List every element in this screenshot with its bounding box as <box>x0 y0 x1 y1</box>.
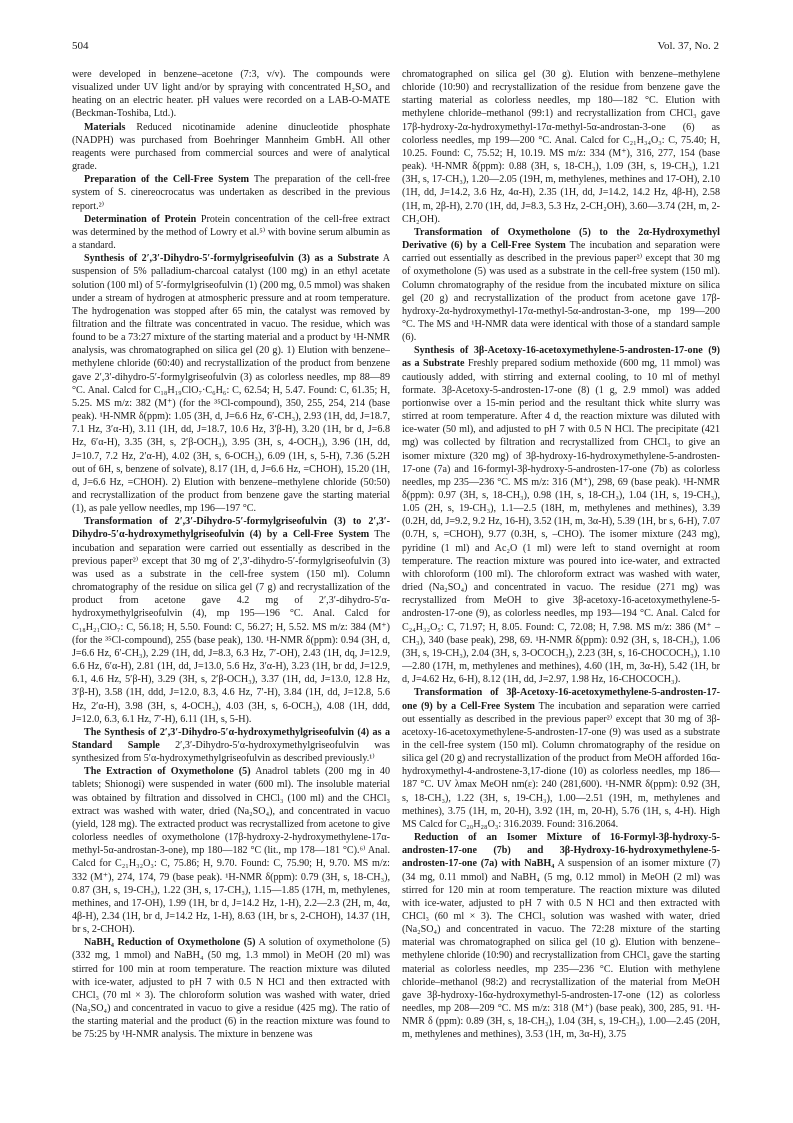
paragraph-intro: were developed in benzene–acetone (7:3, v/v). The compounds were visualized under UV light and/or by spraying with concentrated H₂SO₄ and heating on an electric heater. pH values were recorded on a LAB-O-MATE (Beckman-Toshiba, Ltd.). <box>72 69 390 120</box>
section-heading: The Synthesis of 2′,3′-Dihydro-5′α-hydroxymethylgriseofulvin (4) as a Standard Sample <box>72 726 390 751</box>
paragraph-transformation-3: Transformation of 2′,3′-Dihydro-5′-formylgriseofulvin (3) to 2′,3′-Dihydro-5′α-hydroxymethylgriseofulvin (4) by a Cell-Free System The incubation and separation were carried out essentially as described in the previous paper²⁾ except that 30 mg of 2′,3′-dihydro-5′-formylgriseofulvin (3) was used as a substrate in the cell-free system (150 ml). Column chromatography of the residue on silica gel (7 g) and recrystallization of the product from acetone gave 4.2 mg of 2′,3′-dihydro-5′α-hydroxymethylgriseofulvin (4), mp 195—196 °C. Anal. Calcd for C₁₈H₂₁ClO₇: C, 56.18; H, 5.50. Found: C, 56.27; H, 5.52. MS m/z: 384 (M⁺) (for the ³⁵Cl-compound), 255 (base peak), 130. ¹H-NMR δ(ppm): 0.94 (3H, d, J=6.6 Hz, 6′-CH₃), 2.29 (1H, dd, J=8.3, 6.3 Hz, 7′-OH), 2.43 (1H, dq, J=12.9, 6.6 Hz, 6′α-H), 2.81 (1H, dd, J=13.0, 5.6 Hz, 3′α-H), 3.23 (1H, br dd, J=12.9, 6.1, 4.6 Hz, 5′β-H), 3.29 (3H, s, 2′β-OCH₃), 3.37 (1H, dd, J=13.0, 12.8 Hz, 3′β-H), 3.58 (1H, ddd, J=12.0, 8.3, 4.6 Hz, 7′-H), 3.84 (1H, dd, J=12.8, 5.6 Hz, 2′α-H), 3.98 (3H, s, 4-OCH₃), 4.03 (3H, s, 6-OCH₃), 4.08 (1H, ddd, J=12.0, 6.3, 6.1 Hz, 7′-H), 6.11 (1H, s, 5-H). <box>72 516 390 725</box>
section-heading: Synthesis of 3β-Acetoxy-16-acetoxymethylene-5-androsten-17-one (9) as a Substrate <box>402 345 720 370</box>
right-column <box>402 68 720 1083</box>
page-number: 504 <box>72 40 89 52</box>
section-heading: The Extraction of Oxymetholone (5) <box>84 766 251 778</box>
paragraph-reduction-isomer: Reduction of an Isomer Mixture of 16-Formyl-3β-hydroxy-5-androsten-17-one (7b) and 3β-Hydroxy-16-hydroxymethylene-5-androsten-17-one (7a) with NaBH₄ A suspension of an isomer mixture (7) (34 mg, 0.11 mmol) and NaBH₄ (5 mg, 0.12 mmol) in MeOH (2 ml) was stirred for 120 min at room temperature. The reaction mixture was diluted with ice-water, adjusted to pH 7 with 0.5 N HCl and then extracted with CHCl₃ (60 ml × 3). The CHCl₃ solution was washed with water, dried (Na₂SO₄) and concentrated in vacuo. The 72:28 mixture of the starting material was chromatographed on silica gel (10 g). Elution with benzene–methylene chloride (10:90) and recrystallization from CHCl₃ gave the starting material as colorless needles, mp 235—236 °C. Elution with methylene chloride–methanol (98:2) and recrystallization of the material from MeOH gave 3β-hydroxy-16α-hydroxymethyl-5-androsten-17-one (12) as colorless needles, mp 208—209 °C. MS m/z: 318 (M⁺) (base peak), 300, 285, 91. ¹H-NMR δ (ppm): 0.89 (3H, s, 18-CH₃), 1.04 (3H, s, 19-CH₃), 1.00—2.45 (20H, m, methylenes and methines), 3.53 (1H, m, 3α-H), 3.75 <box>402 832 720 1041</box>
paragraph-synthesis-3: Synthesis of 2′,3′-Dihydro-5′-formylgriseofulvin (3) as a Substrate A suspension of 5% palladium-charcoal catalyst (100 mg) in an ethyl acetate solution (100 ml) of 5′-formylgriseofulvin (1) (200 mg, 0.5 mmol) was shaken under a stream of hydrogen at atmospheric pressure and at room temperature. The hydrogenation was stopped after 65 min, the catalyst was removed by filtration and the filtrate was concentrated in vacuo. The residue, which was found to be a 73:27 mixture of the starting material and a product by ¹H-NMR analysis, was chromatographed on silica gel (20 g). 1) Elution with benzene–methylene chloride (60:40) and recrystallization of the product from benzene gave 2′,3′-dihydro-5′-formylgriseofulvin (3) as colorless needles, mp 88—89 °C. Anal. Calcd for C₁₈H₁₉ClO₇·C₆H₆: C, 62.54; H, 5.47. Found: C, 61.35; H, 5.25. MS m/z: 382 (M⁺) (for the ³⁵Cl-compound), 350, 255, 254, 214 (base peak). ¹H-NMR δ(ppm): 1.05 (3H, d, J=6.6 Hz, 6′-CH₃), 2.93 (1H, dd, J=18.7, 7.1 Hz, 3′α-H), 3.11 (1H, dd, J=18.7, 10.6 Hz, 3′β-H), 3.20 (1H, br d, J=6.8 Hz, 6′α-H), 3.35 (3H, s, 2′β-OCH₃), 3.95 (3H, s, 4-OCH₃), 3.96 (1H, dd, J=10.7, 7.2 Hz, 2′α-H), 4.02 (3H, s, 6-OCH₃), 6.09 (1H, s, 5-H), 7.36 (5.2H out of 6H, s, benzene of solvate), 8.17 (1H, d, J=6.6 Hz, =CHOH), 15.20 (1H, d, J=6.6 Hz, =CHOH). 2) Elution with benzene–methylene chloride (50:50) and recrystallization of the product from benzene gave the starting material (1), as pale yellow needles, mp 196—197 °C. <box>72 253 390 515</box>
section-heading: Determination of Protein <box>84 213 197 225</box>
paragraph-nabh4-reduction: NaBH₄ Reduction of Oxymetholone (5) A solution of oxymetholone (5) (332 mg, 1 mmol) and NaBH₄ (50 mg, 1.3 mmol) in MeOH (20 ml) was stirred for 100 min at room temperature. The reaction mixture was diluted with ice-water, adjusted to pH 7 with 0.5 N HCl and then extracted with CHCl₃ (70 ml × 3). The chloroform solution was washed with water, dried (Na₂SO₄) and concentrated in vacuo to give a residue (425 mg). The ratio of the starting material and the product (6) in the reaction mixture was found to be 75:25 by ¹H-NMR analysis. The mixture in benzene was <box>72 937 390 1041</box>
section-heading: Reduction of an Isomer Mixture of 16-Formyl-3β-hydroxy-5-androsten-17-one (7b) and 3β-Hydroxy-16-hydroxymethylene-5-androsten-17-one (7a) with NaBH₄ <box>402 832 720 870</box>
section-heading: Synthesis of 2′,3′-Dihydro-5′-formylgriseofulvin (3) as a Substrate <box>84 253 379 265</box>
section-heading: Materials <box>84 121 126 133</box>
paragraph-standard-4: The Synthesis of 2′,3′-Dihydro-5′α-hydroxymethylgriseofulvin (4) as a Standard Sample 2′,3′-Dihydro-5′α-hydroxymethylgriseofulvin was synthesized from 5′α-hydroxymethylgriseofulvin as described previously.¹⁾ <box>72 726 390 765</box>
section-heading: NaBH₄ Reduction of Oxymetholone (5) <box>84 937 256 949</box>
paragraph-extraction-5: The Extraction of Oxymetholone (5) Anadrol tablets (200 mg in 40 tablets; Shionogi) were suspended in water (600 ml). The insoluble material was obtained by filtration and dissolved in CHCl₃ (100 ml) and the CHCl₃ extract was washed with water, dried (Na₂SO₄), and concentrated in vacuo (yield, 128 mg). The extracted product was recrystallized from acetone to give colorless needles of oxymetholone (17β-hydroxy-2-hydroxymethylene-17α-methyl-5α-androstan-3-one), mp 180—182 °C (lit., mp 178—181 °C).⁶⁾ Anal. Calcd for C₂₁H₃₂O₃: C, 75.86; H, 9.70. Found: C, 75.90; H, 9.70. MS m/z: 332 (M⁺), 274, 174, 79 (base peak). ¹H-NMR δ(ppm): 0.79 (3H, s, 18-CH₃), 0.87 (3H, s, 19-CH₃), 1.22 (3H, s, 17-CH₃), 1.15—1.85 (17H, m, methylenes, methines, and 17-OH), 1.99 (1H, br d, J=14.2 Hz, 1-H), 2.2—2.3 (2H, m, 4α, 4β-H), 2.34 (1H, br d, J=14.2 Hz, 1-H), 8.63 (1H, br s, 2-CHOH), 14.37 (1H, br s, 2-CHOH). <box>72 766 390 936</box>
paragraph-transformation-5: Transformation of Oxymetholone (5) to the 2α-Hydroxymethyl Derivative (6) by a Cell-Free System The incubation and separation were carried out essentially as described in the previous paper²⁾ except that 30 mg of oxymetholone (5) was used as a substrate in the cell-free system (150 ml). Column chromatography of the residue from the incubated mixture on silica gel (20 g) and recrystallization of the product from acetone gave 17β-hydroxy-2α-hydroxymethyl-17α-methyl-5α-androstan-3-one, mp 199—200 °C. The MS and ¹H-NMR data were identical with those of a standard sample (6). <box>402 226 720 344</box>
paragraph-cell-free-preparation: Preparation of the Cell-Free System The preparation of the cell-free system of S. cinereocrocatus was undertaken as described in the previous report.²⁾ <box>72 174 390 212</box>
paragraph-synthesis-9: Synthesis of 3β-Acetoxy-16-acetoxymethylene-5-androsten-17-one (9) as a Substrate Freshly prepared sodium methoxide (600 mg, 11 mmol) was cautiously added, with stirring and external cooling, to 10 ml of methyl formate. 3β-Acetoxy-5-androsten-17-one (8) (1 g, 2.9 mmol) was added portionwise over a 15-min period and the resultant thick white slurry was stirred at room temperature. After 4 d, the reaction mixture was diluted with ice-water (50 ml), and adjusted to pH 7 with 0.5 N HCl. The precipitate (421 mg) was collected by filtration and recrystallized from CHCl₃ to give an isomer mixture (320 mg) of 3β-hydroxy-16-hydroxymethylene-5-androsten-17-one (7a) and 16-formyl-3β-hydroxy-5-androsten-17-one (7b) as colorless needles, mp 235—236 °C. MS m/z: 316 (M⁺), 298, 69 (base peak). ¹H-NMR δ(ppm): 0.97 (3H, s, 18-CH₃), 0.98 (1H, s, 18-CH₃), 1.04 (1H, s, 19-CH₃), 1.05 (2H, s, 19-CH₃), 1.1—2.5 (18H, m, methylenes and methines), 3.39 (0.2H, dd, J=9.2, 9.2 Hz, 16-H), 3.52 (1H, m, 3α-H), 5.39 (1H, br s, 6-H), 7.07 (0.7H, s, =CHOH), 9.77 (0.3H, s, –CHO). The isomer mixture (243 mg), pyridine (1 ml) and Ac₂O (1 ml) were left to stand overnight at room temperature. The reaction mixture was poured into ice-water, and extracted with chloroform (100 ml). The chloroform extract was washed with water, dried (Na₂SO₄) and concentrated in vacuo. The residue (271 mg) was recrystallized from MeOH to give 3β-acetoxy-16-acetoxymethylene-5-androsten-17-one (9), as colorless needles, mp 193—194 °C. Anal. Calcd for C₂₄H₃₂O₅: C, 71.97; H, 8.05. Found: C, 72.08; H, 7.98. MS m/z: 386 (M⁺ –CH₃), 340 (base peak), 298, 69. ¹H-NMR δ(ppm): 0.92 (3H, s, 18-CH₃), 1.06 (3H, s, 19-CH₃), 2.04 (3H, s, 3-OCOCH₃), 2.23 (3H, s, 16-CHOCOCH₃), 1.10—2.80 (17H, m, methylenes and methines), 4.60 (1H, m, 3α-H), 5.42 (1H, br d, J=4.62 Hz, 6-H), 8.12 (1H, dd, J=2.97, 1.98 Hz, 16-CHOCOCH₃). <box>402 345 720 686</box>
section-heading: Transformation of 2′,3′-Dihydro-5′-formylgriseofulvin (3) to 2′,3′-Dihydro-5′α-hydroxymethylgriseofulvin (4) by a Cell-Free System <box>72 516 390 541</box>
left-column <box>72 68 390 1083</box>
volume-issue: Vol. 37, No. 2 <box>657 40 719 52</box>
section-heading: Transformation of 3β-Acetoxy-16-acetoxymethylene-5-androsten-17-one (9) by a Cell-Free System <box>402 687 720 712</box>
paragraph-materials: Materials Reduced nicotinamide adenine dinucleotide phosphate (NADPH) was purchased from Boehringer Mannheim GmbH. All other reagents were purchased from commercial sources and were of analytical grade. <box>72 121 390 173</box>
paragraph-continuation: chromatographed on silica gel (30 g). Elution with benzene–methylene chloride (10:90) and recrystallization of the residue from benzene gave the starting material as colorless needles, mp 180—182 °C. Elution with methylene chloride–methanol (99:1) and recrystallization from CHCl₃ gave 17β-hydroxy-2α-hydroxymethyl-17α-methyl-5α-androstan-3-one (6) as colorless needles, mp 199—200 °C. Anal. Calcd for C₂₁H₃₄O₃: C, 75.40; H, 10.25. Found: C, 75.52; H, 10.19. MS m/z: 334 (M⁺), 316, 277, 154 (base peak). ¹H-NMR δ(ppm): 0.88 (3H, s, 18-CH₃), 1.09 (3H, s, 19-CH₃), 1.21 (3H, s, 17-CH₃), 1.20—2.05 (19H, m, methylenes, methines and 17-OH), 2.10 (1H, dd, J=14.2, 3.6 Hz, 4α-H), 2.35 (1H, dd, J=14.2, 14.2 Hz, 4β-H), 2.58 (1H, m, 2β-H), 2.70 (1H, dd, J=8.3, 5.3 Hz, 2-CH₂OH), 3.60—3.74 (2H, m, 2-CH₂OH). <box>402 69 720 225</box>
section-heading: Transformation of Oxymetholone (5) to the 2α-Hydroxymethyl Derivative (6) by a Cell-Free System <box>402 226 720 252</box>
paragraph-transformation-9: Transformation of 3β-Acetoxy-16-acetoxymethylene-5-androsten-17-one (9) by a Cell-Free System The incubation and separation were carried out essentially as described in the previous paper²⁾ except that 30 mg of 3β-acetoxy-16-acetoxymethylene-5-androsten-17-one (9) was used as a substrate in the cell-free system (150 ml). Column chromatography of the residue on silica gel (20 g) and recrystallization of the product from MeOH afforded 16α-hydroxymethyl-4-androstene-3,17-dione (10) as colorless needles, mp 186—187 °C. UV λmax MeOH nm(ε): 240 (281,600). ¹H-NMR δ(ppm): 0.92 (3H, s, 18-CH₃), 1.22 (3H, s, 19-CH₃), 1.00—2.51 (19H, m, methylenes and methines), 3.75 (1H, m, 20-H), 3.92 (1H, m, 20-H), 5.76 (1H, s, 4-H). High MS Calcd for C₂₀H₂₈O₃: 316.2039. Found: 316.2064. <box>402 687 720 830</box>
section-heading: Preparation of the Cell-Free System <box>84 174 249 186</box>
page-header <box>72 40 719 56</box>
paragraph-protein: Determination of Protein Protein concentration of the cell-free extract was determined by the method of Lowry et al.⁵⁾ with bovine serum albumin as a standard. <box>72 213 390 252</box>
